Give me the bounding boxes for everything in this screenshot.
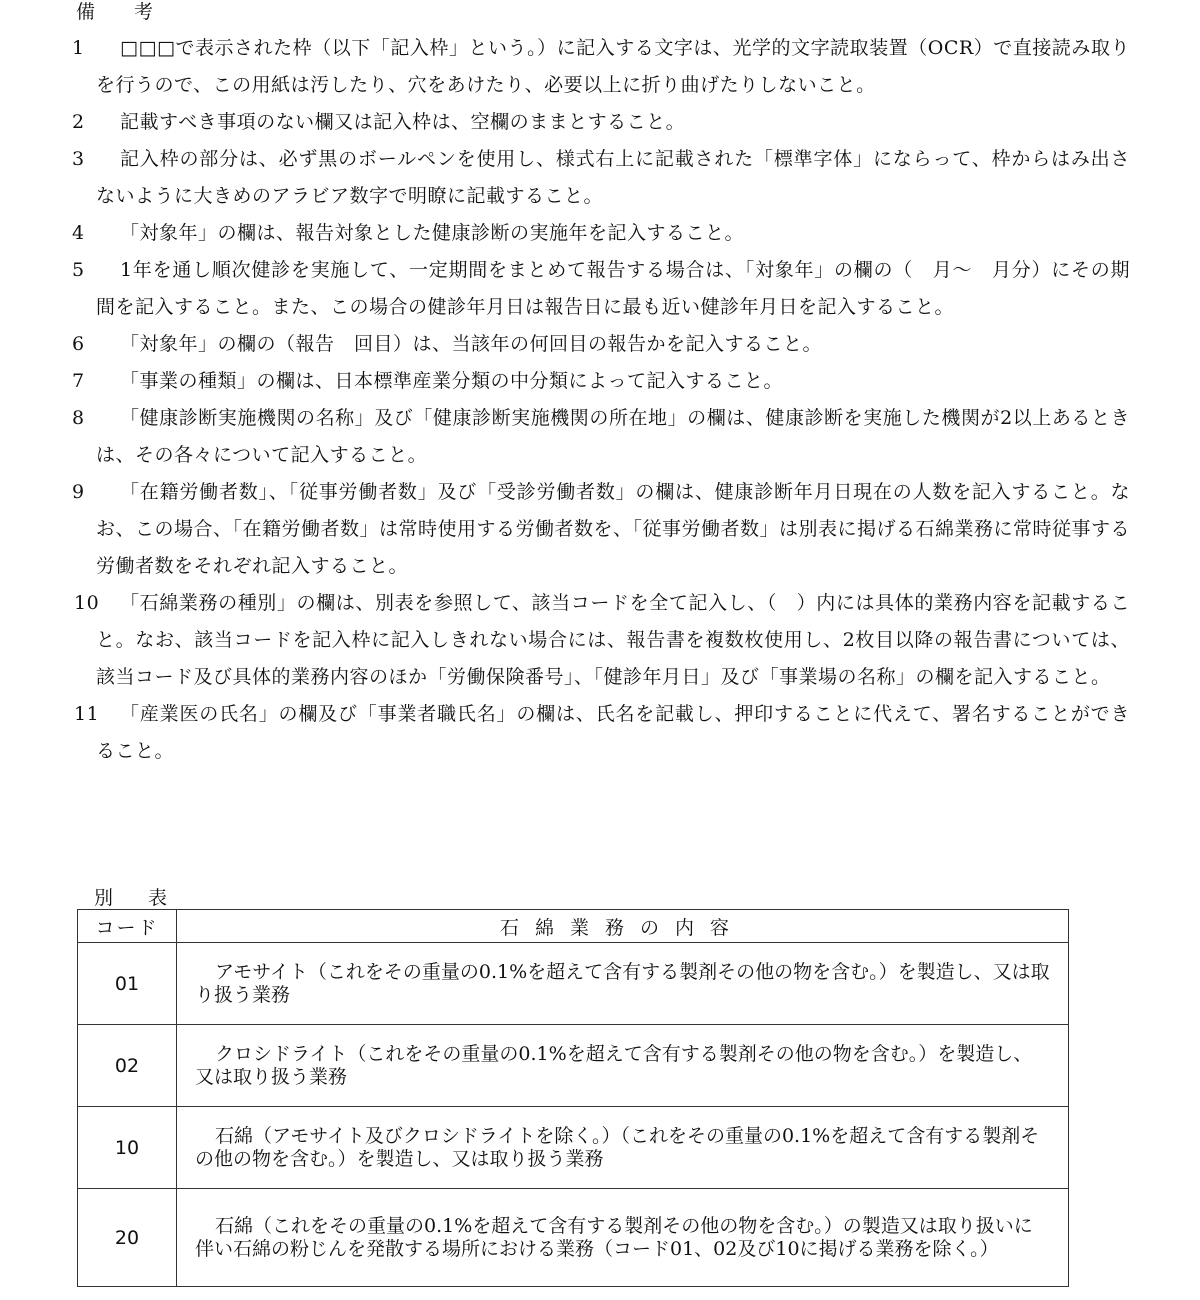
note-text: 「健康診断実施機関の名称」及び「健康診断実施機関の所在地」の欄は、健康診断を実施した機関が2以上あるときは、その各々について記入すること。 (96, 407, 1130, 466)
note-text: 1年を通し順次健診を実施して、一定期間をまとめて報告する場合は、「対象年」の欄の（ 月～ 月分）にその期間を記入すること。また、この場合の健診年月日は報告日に最も近い健診年月日を記入すること。 (96, 259, 1130, 318)
note-number: 9 (72, 481, 85, 503)
notes-list (0, 30, 1200, 770)
note-number: 4 (72, 222, 85, 244)
note-item (0, 400, 1200, 474)
note-item (0, 474, 1200, 585)
note-number: 1 (72, 37, 85, 59)
note-number: 6 (72, 333, 85, 355)
note-item (0, 326, 1200, 363)
note-number: 11 (74, 703, 100, 725)
row-content: アモサイト（これをその重量の0.1%を超えて含有する製剤その他の物を含む。）を製造し、又は取り扱う業務 (177, 943, 1069, 1025)
note-item (0, 104, 1200, 141)
table-row (78, 1025, 1069, 1107)
table-row (78, 1107, 1069, 1189)
table-row (78, 943, 1069, 1025)
note-item (0, 252, 1200, 326)
note-item (0, 585, 1200, 696)
note-item (0, 215, 1200, 252)
header-content: 石綿業務の内容 (177, 910, 1069, 943)
note-text: 「産業医の氏名」の欄及び「事業者職氏名」の欄は、氏名を記載し、押印することに代えて、署名することができること。 (96, 703, 1130, 762)
note-number: 7 (72, 370, 85, 392)
row-code: 01 (78, 943, 177, 1025)
note-number: 3 (72, 148, 85, 170)
appendix-title: 別 表 (94, 887, 176, 909)
row-code: 20 (78, 1189, 177, 1287)
note-item (0, 363, 1200, 400)
table-row (78, 1189, 1069, 1287)
note-text: 「在籍労働者数」、「従事労働者数」及び「受診労働者数」の欄は、健康診断年月日現在の人数を記入すること。なお、この場合、「在籍労働者数」は常時使用する労働者数を、「従事労働者数」は別表に掲げる石綿業務に常時従事する労働者数をそれぞれ記入すること。 (96, 481, 1131, 577)
note-number: 5 (72, 259, 85, 281)
note-text: □□□で表示された枠（以下「記入枠」という。）に記入する文字は、光学的文字読取装置（OCR）で直接読み取りを行うので、この用紙は汚したり、穴をあけたり、必要以上に折り曲げたりしないこと。 (96, 37, 1130, 96)
note-item (0, 30, 1200, 104)
row-code: 02 (78, 1025, 177, 1107)
note-text: 「対象年」の欄の（報告 回目）は、当該年の何回目の報告かを記入すること。 (120, 333, 823, 355)
notes-heading: 備 考 (76, 1, 164, 23)
note-text: 「事業の種類」の欄は、日本標準産業分類の中分類によって記入すること。 (120, 370, 784, 392)
row-content: 石綿（これをその重量の0.1%を超えて含有する製剤その他の物を含む。）の製造又は取り扱いに伴い石綿の粉じんを発散する場所における業務（コード01、02及び10に掲げる業務を除く。） (177, 1189, 1069, 1287)
row-content: 石綿（アモサイト及びクロシドライトを除く。）（これをその重量の0.1%を超えて含有する製剤その他の物を含む。）を製造し、又は取り扱う業務 (177, 1107, 1069, 1189)
row-content: クロシドライト（これをその重量の0.1%を超えて含有する製剤その他の物を含む。）を製造し、又は取り扱う業務 (177, 1025, 1069, 1107)
table-header-row (78, 910, 1069, 943)
note-number: 2 (72, 111, 85, 133)
note-text: 「石綿業務の種別」の欄は、別表を参照して、該当コードを全て記入し、（ ）内には具体的業務内容を記載すること。なお、該当コードを記入枠に記入しきれない場合には、報告書を複数枚使用し、2枚目以降の報告書については、該当コード及び具体的業務内容のほか「労働保険番号」、「健診年月日」及び「事業場の名称」の欄を記入すること。 (96, 592, 1130, 688)
note-text: 「対象年」の欄は、報告対象とした健康診断の実施年を記入すること。 (120, 222, 745, 244)
note-number: 10 (74, 592, 100, 614)
row-code: 10 (78, 1107, 177, 1189)
note-text: 記入枠の部分は、必ず黒のボールペンを使用し、様式右上に記載された「標準字体」にならって、枠からはみ出さないように大きめのアラビア数字で明瞭に記載すること。 (96, 148, 1130, 207)
header-code: コード (78, 910, 177, 943)
note-item (0, 141, 1200, 215)
asbestos-work-table (77, 909, 1069, 1287)
note-item (0, 696, 1200, 770)
note-number: 8 (72, 407, 85, 429)
note-text: 記載すべき事項のない欄又は記入枠は、空欄のままとすること。 (120, 111, 686, 133)
